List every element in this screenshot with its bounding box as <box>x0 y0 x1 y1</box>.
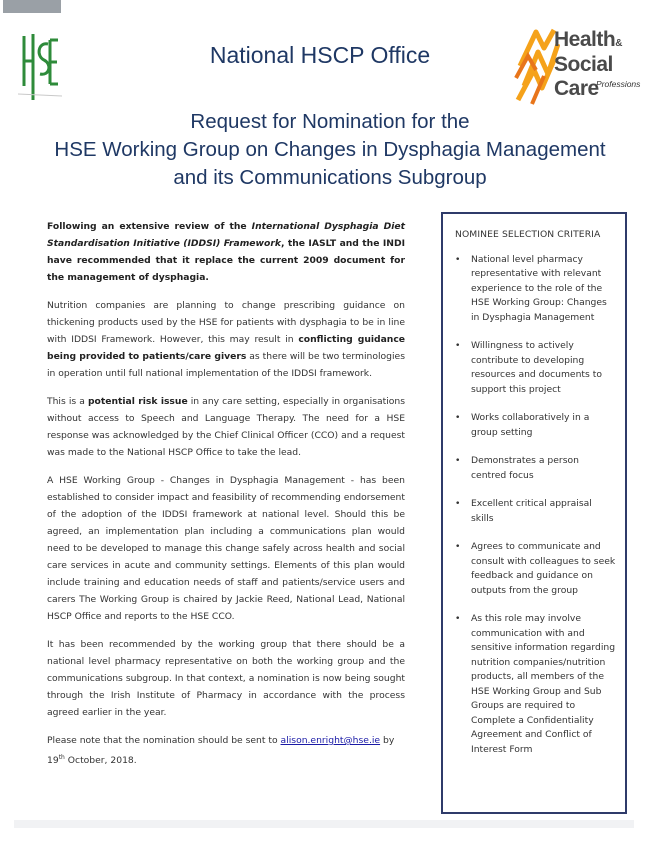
main-title-line: and its Communications Subgroup <box>173 166 487 189</box>
page-corner-tab <box>3 0 61 13</box>
page-bottom-shade <box>14 820 634 828</box>
risk-paragraph: This is a potential risk issue in any care setting, especially in organisations without access to Speech and Language Therapy. The need for a HSE response was acknowledged by the Chief Clinical Officer (CCO) and a request was made to the National HSCP Office to take the lead. <box>47 396 406 458</box>
intro-paragraph: Following an extensive review of the International Dysphagia Diet Standardisation Initiative (IDDSI) Framework, the IASLT and the INDI have recommended that it replace the current 2009 document for the management of dysphagia. <box>47 221 406 283</box>
hscp-logo-line1: Health& <box>554 28 622 51</box>
body-text-column <box>47 218 405 780</box>
selection-criteria-box <box>441 212 627 814</box>
hse-logo <box>18 30 62 110</box>
criteria-list <box>455 253 617 758</box>
criteria-title: NOMINEE SELECTION CRITERIA <box>455 229 601 240</box>
criteria-item: • Works collaboratively in a group setting <box>455 412 590 438</box>
main-title <box>20 108 640 192</box>
hscp-logo-line2: Social Care <box>554 53 613 100</box>
main-title-line: HSE Working Group on Changes in Dysphagia Management <box>54 138 606 161</box>
main-title-line: Request for Nomination for the <box>190 110 470 133</box>
criteria-item: • Willingness to actively contribute to developing resources and documents to support this project <box>455 340 602 395</box>
criteria-item: • Agrees to communicate and consult with colleagues to seek feedback and guidance on outputs from the group <box>455 541 616 596</box>
recommendation-paragraph: It has been recommended by the working group that there should be a national level pharmacy representative on both the working group and the communications subgroup. In that context, a nomination is now being sought through the Irish Institute of Pharmacy in accordance with the process agreed earlier in the year. <box>47 639 405 718</box>
office-title: National HSCP Office <box>209 42 431 68</box>
nomination-note-paragraph: Please note that the nomination should be sent to alison.enright@hse.ie by 19th October, 2018. <box>47 735 395 767</box>
criteria-item: • As this role may involve communication with and sensitive information regarding nutrition companies/nutrition products, all members of the HSE Working Group and Sub Groups are required to Complete a Confidentiality Agreement and Conflict of Interest Form <box>455 613 616 755</box>
criteria-item: • Demonstrates a person centred focus <box>455 455 579 481</box>
criteria-item: • Excellent critical appraisal skills <box>455 498 592 524</box>
nutrition-paragraph: Nutrition companies are planning to change prescribing guidance on thickening products used by the HSE for patients with dysphagia to be in line with IDDSI Framework. However, this may result in conflicting guidance being provided to patients/care givers as there will be two terminologies in operation until full national implementation of the IDDSI framework. <box>47 300 405 379</box>
criteria-item: • National level pharmacy representative with relevant experience to the role of the HSE Working Group: Changes in Dysphagia Management <box>455 253 607 323</box>
email-link[interactable]: alison.enright@hse.ie <box>280 735 381 746</box>
working-group-paragraph: A HSE Working Group - Changes in Dysphagia Management - has been established to consider impact and feasibility of recommending endorsement of the adoption of the IDDSI framework at national level. Should this be agreed, an implementation plan including a communications plan would need to be developed to manage this change safely across health and social care services in acute and community settings. Elements of this plan would include training and education needs of staff and patients/service users and carers The Working Group is chaired by Jackie Reed, National Lead, National HSCP Office and reports to the HSE CCO. <box>47 475 405 622</box>
hscp-logo-line3: Professions <box>596 79 641 89</box>
hscp-logo <box>514 26 641 112</box>
